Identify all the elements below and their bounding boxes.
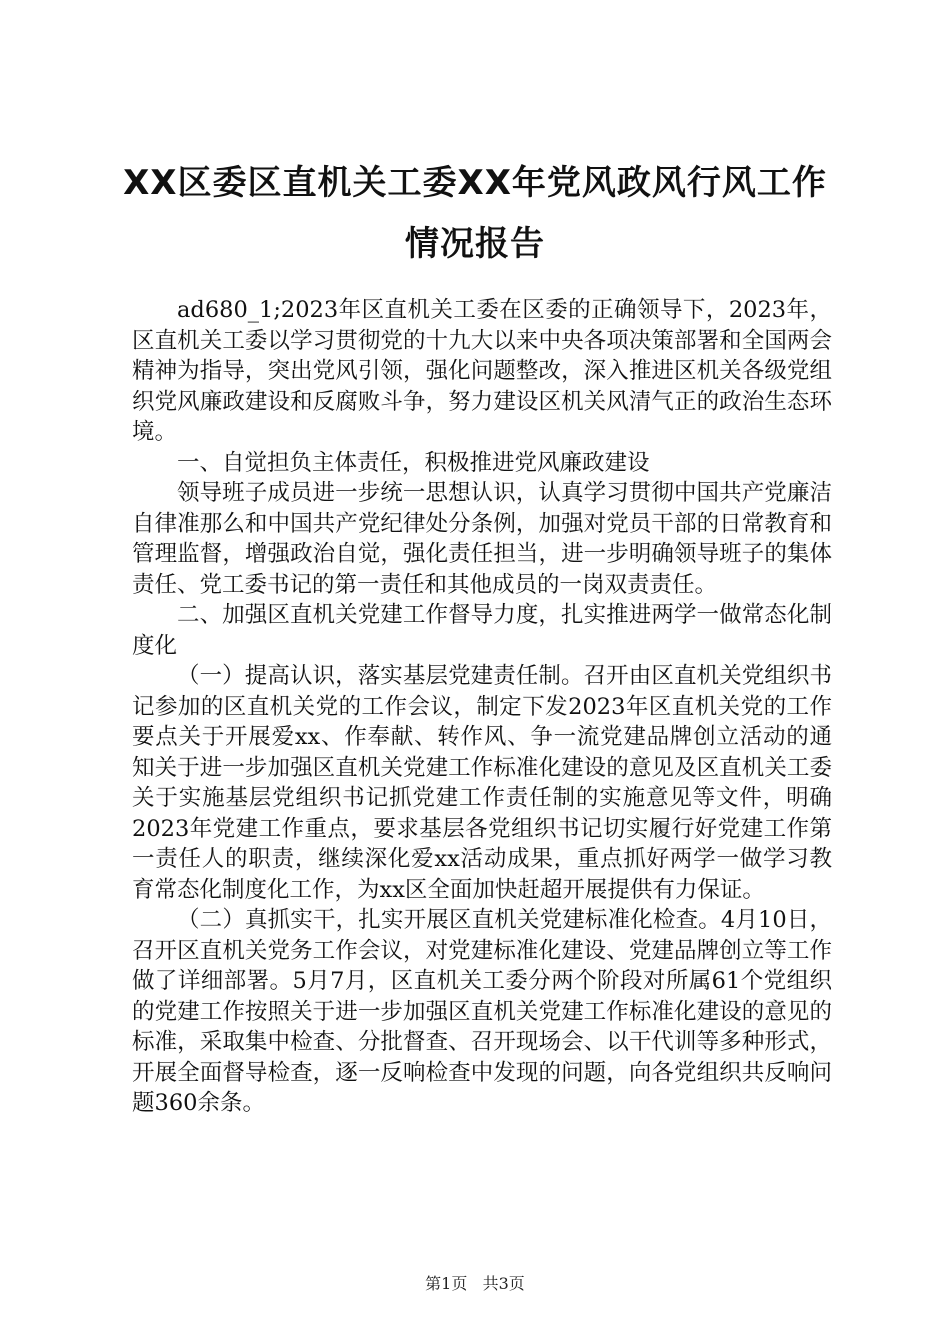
document-title-line2: 情况报告 [405,224,545,264]
paragraph-intro: ad680_1;2023年区直机关工委在区委的正确领导下，2023年，区直机关工委以学习贯彻党的十九大以来中央各项决策部署和全国两会精神为指导，突出党风引领，强化问题整改，深入推进区机关各级党组织党风廉政建设和反腐败斗争，努力建设区机关风清气正的政治生态环境。 [132,297,832,445]
document-body [132,295,832,1119]
section-heading-1: 一、自觉担负主体责任，积极推进党风廉政建设 [177,449,650,476]
page-number: 第1页 [425,1274,468,1293]
section-heading-2: 二、加强区直机关党建工作督导力度，扎实推进两学一做常态化制度化 [132,602,832,659]
page-footer [0,1271,950,1294]
document-title-line1: XX区委区直机关工委XX年党风政风行风工作 [123,163,827,203]
paragraph-subsection-2: （二）真抓实干，扎实开展区直机关党建标准化检查。4月10日，召开区直机关党务工作会议，对党建标准化建设、党建品牌创立等工作做了详细部署。5月7月，区直机关工委分两个阶段对所属61个党组织的党建工作按照关于进一步加强区直机关党建工作标准化建设的意见的标准，采取集中检查、分批督查、召开现场会、以干代训等多种形式，开展全面督导检查，逐一反响检查中发现的问题，向各党组织共反响问题360余条。 [132,907,832,1116]
page-total: 共3页 [482,1274,525,1293]
paragraph-section-1: 领导班子成员进一步统一思想认识，认真学习贯彻中国共产党廉洁自律准那么和中国共产党纪律处分条例，加强对党员干部的日常教育和管理监督，增强政治自觉，强化责任担当，进一步明确领导班子的集体责任、党工委书记的第一责任和其他成员的一岗双责责任。 [132,480,832,598]
paragraph-subsection-1: （一）提高认识，落实基层党建责任制。召开由区直机关党组织书记参加的区直机关党的工作会议，制定下发2023年区直机关党的工作要点关于开展爱xx、作奉献、转作风、争一流党建品牌创立活动的通知关于进一步加强区直机关党建工作标准化建设的意见及区直机关工委关于实施基层党组织书记抓党建工作责任制的实施意见等文件，明确2023年党建工作重点，要求基层各党组织书记切实履行好党建工作第一责任人的职责，继续深化爱xx活动成果，重点抓好两学一做学习教育常态化制度化工作，为xx区全面加快赶超开展提供有力保证。 [132,663,832,903]
